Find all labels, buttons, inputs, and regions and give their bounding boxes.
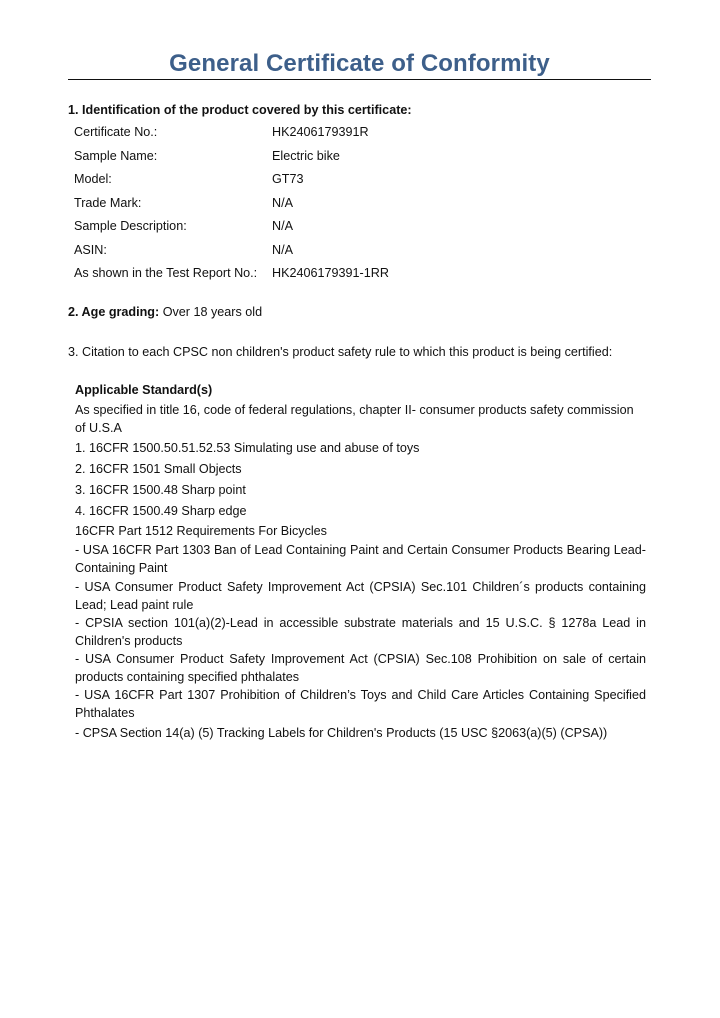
- standard-item: 4. 16CFR 1500.49 Sharp edge: [75, 504, 247, 518]
- field-value: Electric bike: [272, 149, 340, 163]
- field-value: GT73: [272, 172, 304, 186]
- standard-item: - CPSIA section 101(a)(2)-Lead in accessible substrate materials and 15 U.S.C. § 1278a Lead in Children's products: [75, 616, 646, 648]
- page-title: General Certificate of Conformity: [169, 50, 550, 77]
- field-value: N/A: [272, 243, 293, 257]
- standard-item: - USA 16CFR Part 1303 Ban of Lead Containing Paint and Certain Consumer Products Bearing Lead-Containing Paint: [75, 543, 646, 575]
- field-label: Certificate No.:: [74, 125, 158, 139]
- applicable-standards-heading: Applicable Standard(s): [75, 383, 213, 397]
- standard-item: 1. 16CFR 1500.50.51.52.53 Simulating use and abuse of toys: [75, 441, 420, 455]
- standard-item: - USA 16CFR Part 1307 Prohibition of Children’s Toys and Child Care Articles Containing Specified Phthalates: [75, 688, 646, 720]
- age-grading-value: Over 18 years old: [159, 305, 263, 319]
- standards-intro: As specified in title 16, code of federal regulations, chapter II- consumer products safety commission of U.S.A: [75, 403, 634, 435]
- standard-item: 2. 16CFR 1501 Small Objects: [75, 462, 242, 476]
- field-value: HK2406179391-1RR: [272, 266, 389, 280]
- field-value: HK2406179391R: [272, 125, 369, 139]
- field-label: Model:: [74, 172, 112, 186]
- field-value: N/A: [272, 219, 293, 233]
- field-label: As shown in the Test Report No.:: [74, 266, 258, 280]
- field-label: Sample Name:: [74, 149, 158, 163]
- standard-item: 3. 16CFR 1500.48 Sharp point: [75, 483, 246, 497]
- field-label: ASIN:: [74, 243, 107, 257]
- standard-part-1512: 16CFR Part 1512 Requirements For Bicycles: [75, 524, 327, 538]
- field-value: N/A: [272, 196, 293, 210]
- section3-heading: 3. Citation to each CPSC non children's product safety rule to which this product is being certified:: [68, 345, 613, 359]
- section1-heading: 1. Identification of the product covered by this certificate:: [68, 103, 412, 117]
- standard-item: - USA Consumer Product Safety Improvement Act (CPSIA) Sec.101 Children´s products containing Lead; Lead paint rule: [75, 580, 646, 612]
- age-grading-label: 2. Age grading:: [68, 305, 160, 319]
- field-label: Sample Description:: [74, 219, 187, 233]
- standard-item: - USA Consumer Product Safety Improvement Act (CPSIA) Sec.108 Prohibition on sale of certain products containing specified phthalates: [75, 652, 646, 684]
- title-divider: [68, 79, 651, 80]
- standard-item: - CPSA Section 14(a) (5) Tracking Labels for Children's Products (15 USC §2063(a)(5) (CPSA)): [75, 726, 608, 740]
- field-label: Trade Mark:: [74, 196, 142, 210]
- section2-age-grading: [68, 305, 262, 319]
